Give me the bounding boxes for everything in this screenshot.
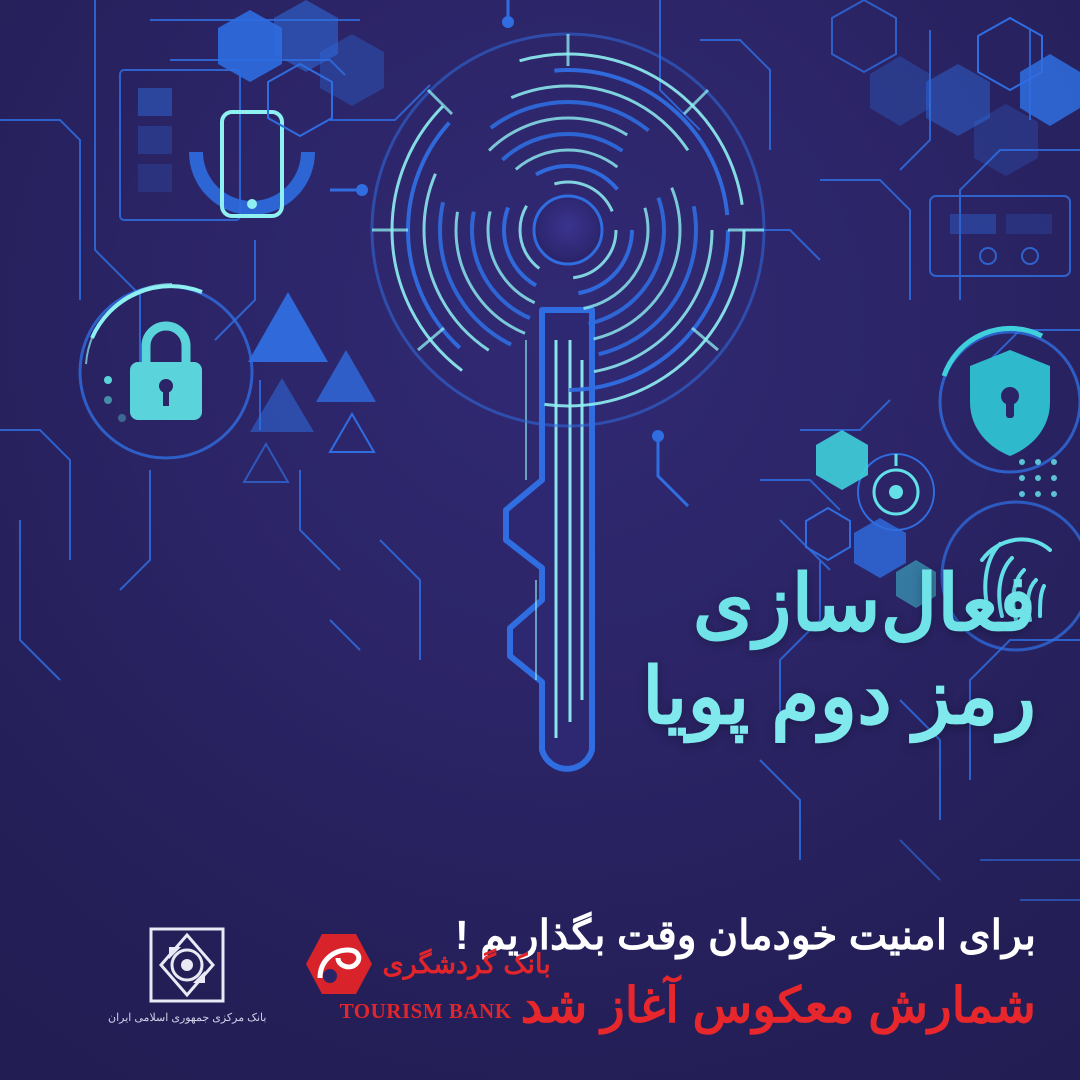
- dots-grid: [1019, 459, 1057, 497]
- tourism-bank-name-fa: بانک گردشگری: [382, 948, 551, 979]
- circuit-lines: [900, 840, 1080, 900]
- central-bank-of-iran-mark: [147, 925, 227, 1005]
- headline-line-1: فعال‌سازی: [692, 559, 1036, 647]
- tourism-bank-logo: [300, 932, 550, 1024]
- headline-line-2: رمز دوم پویا: [642, 652, 1036, 741]
- padlock-icon: [80, 284, 252, 458]
- shield-lock-icon: [940, 328, 1080, 472]
- headline: [642, 560, 1036, 741]
- tourism-bank-hexagon-mark: [300, 932, 372, 996]
- smartphone-icon: [196, 112, 308, 216]
- tourism-bank-name-en: TOURISM BANK: [339, 999, 512, 1023]
- logo-group: [108, 925, 551, 1024]
- central-bank-logo: [108, 925, 266, 1024]
- bottom-line-2: شمارش معکوس آغاز شد: [520, 979, 1036, 1033]
- gauge-icon: [858, 454, 934, 530]
- central-bank-caption: بانک مرکزی جمهوری اسلامی ایران: [108, 1012, 267, 1024]
- bottom-line-1: برای امنیت خودمان وقت بگذاریم !: [455, 912, 1036, 958]
